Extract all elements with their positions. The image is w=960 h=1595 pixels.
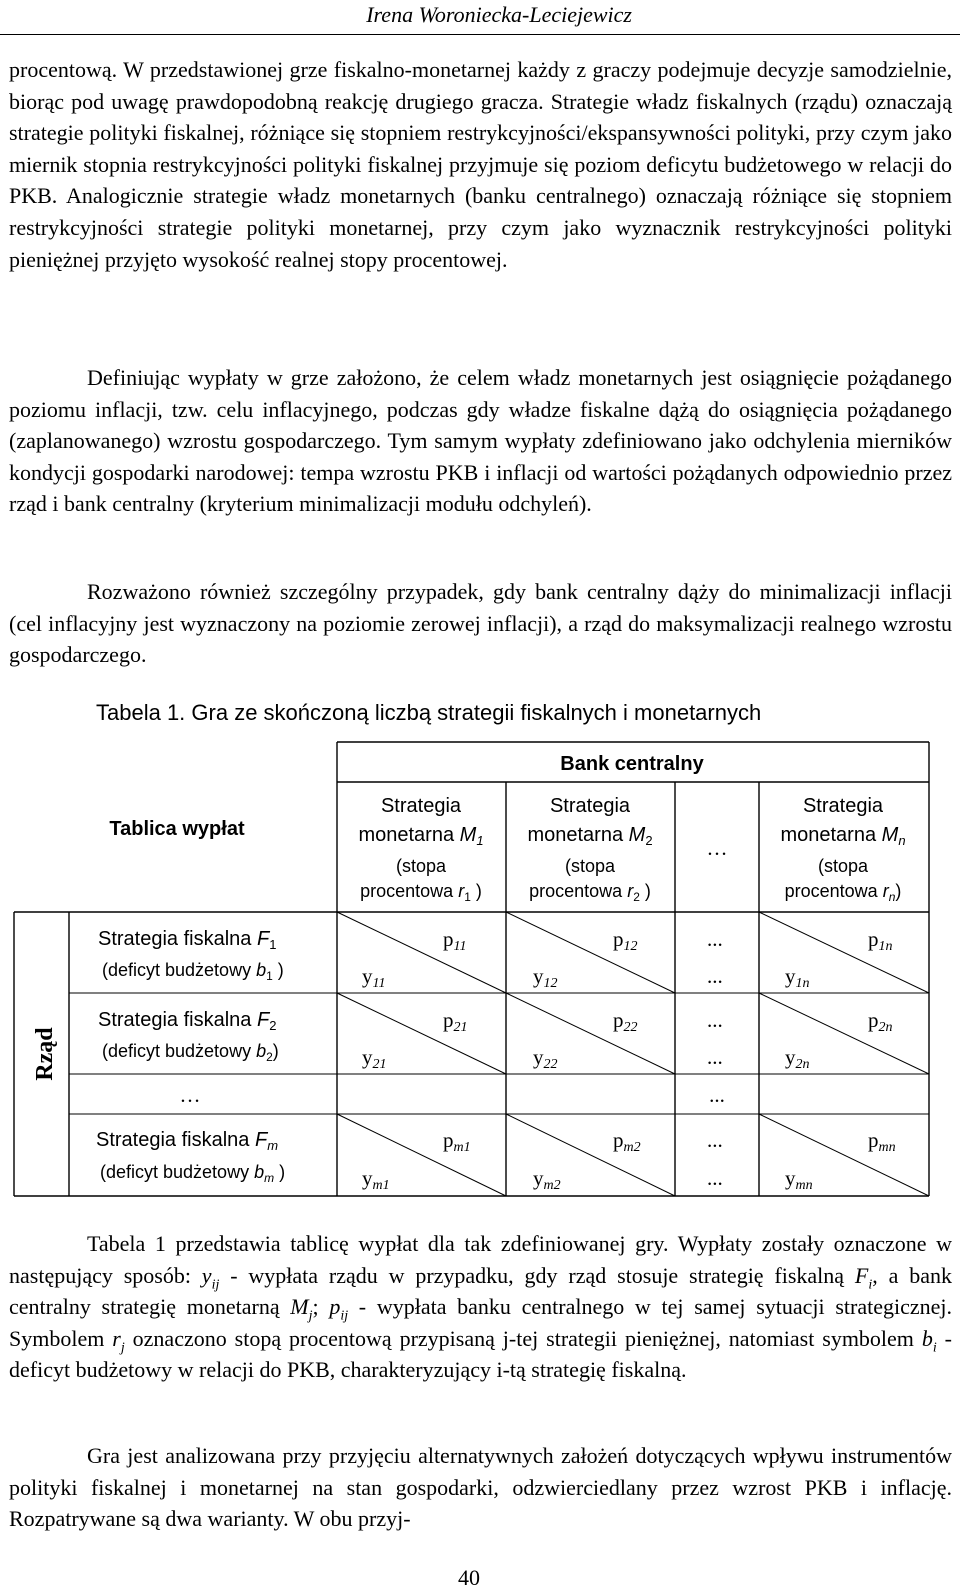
svg-text:pm1: pm1 [443, 1128, 471, 1155]
svg-text:ym1: ym1 [362, 1166, 390, 1193]
payoff-cells [362, 927, 896, 1193]
svg-text:y12: y12 [533, 964, 558, 991]
svg-text:pm2: pm2 [613, 1128, 641, 1155]
svg-text:...: ... [707, 1128, 723, 1152]
svg-text:...: ... [707, 1008, 723, 1032]
svg-text:monetarna M2: monetarna $M_2$ [527, 824, 653, 848]
column-ellipsis: … [706, 836, 728, 860]
paragraph-3: Rozważono również szczególny przypadek, gdy bank centralny dąży do minimalizacji inflacji (cel inflacyjny jest wyznaczony na poziomie zerowej inflacji), a rząd do maksymalizacji realnego wzrostu gospodarczego. [9, 579, 952, 668]
column-header-m1 [358, 795, 483, 904]
rzad-label: Rząd [32, 1027, 58, 1081]
svg-text:...: ... [707, 1166, 723, 1190]
paragraph-1: procentową. W przedstawionej grze fiskalno-monetarnej każdy z graczy podejmuje decyzje samodzielnie, biorąc pod uwagę prawdopodobną reakcję drugiego gracza. Strategie władz fiskalnych (rządu) oznaczają strategie polityki fiskalnej, różniące się stopniem restrykcyjności/ekspansywności polityki, przy czym jako miernik stopnia restrykcyjności polityki fiskalnej przyjmuje się poziom deficytu budżetowego w relacji do PKB. Analogicznie strategie władz monetarnych (banku centralnego) oznaczają różniące się stopniem restrykcyjności strategie polityki monetarnej, przy czym jako wyznacznik restrykcyjności polityki pieniężnej przyjęto wysokość realnej stopy procentowej. [9, 57, 952, 272]
column-header-mn [780, 795, 905, 904]
table-corner-label: Tablica wypłat [109, 818, 245, 840]
svg-text:p12: p12 [613, 927, 638, 954]
svg-text:procentowa r1 ): procentowa $r_1$ ) [360, 881, 482, 904]
svg-text:(stopa: (stopa [395, 856, 447, 876]
svg-text:y21: y21 [362, 1045, 387, 1072]
svg-text:y2n: y2n [785, 1045, 810, 1072]
svg-text:monetarna Mn: monetarna $M_n$ [780, 824, 906, 848]
row-label-f1 [98, 928, 284, 983]
svg-text:Strategia fiskalna F1: Strategia fiskalna $F_1$ [98, 928, 277, 952]
svg-text:(stopa: (stopa [564, 856, 616, 876]
svg-text:Strategia: Strategia [380, 795, 462, 817]
svg-text:ymn: ymn [785, 1166, 813, 1193]
svg-text:Strategia fiskalna F2: Strategia fiskalna $F_2$ [98, 1009, 277, 1033]
svg-text:pmn: pmn [868, 1128, 896, 1155]
svg-text:(deficyt budżetowy b2): (deficyt budżetowy $b_2$) [102, 1041, 279, 1064]
svg-text:monetarna M1: monetarna $M_1$ [358, 824, 484, 848]
page-number: 40 [458, 1565, 480, 1590]
svg-text:y11: y11 [362, 964, 386, 991]
row-ellipsis: … [179, 1083, 201, 1107]
row-label-fm [96, 1129, 285, 1185]
svg-text:ym2: ym2 [533, 1166, 561, 1193]
svg-text:procentowa r2 ): procentowa $r_2$ ) [529, 881, 651, 904]
paragraph-4: Tabela 1 przedstawia tablicę wypłat dla tak zdefiniowanej gry. Wypłaty zostały oznaczone w następujący sposób: $y_{ij}$ - wypłata rządu w przypadku, gdy rząd stosuje strategię fiskalną $F_i$, a bank centralny strategię monetarną $M_j$; $p_{ij}$ - wypłata banku centralnego w tej samej sytuacji strategicznej. Symbolem $r_j$ oznaczono stopą procentową przypisaną j-tej strategii pieniężnej, natomiast symbolem $b_i$ - deficyt budżetowy w relacji do PKB, charakteryzujący i-tą strategię fiskalną. [9, 1231, 953, 1383]
svg-text:...: ... [707, 964, 723, 988]
svg-text:p22: p22 [613, 1008, 638, 1035]
svg-text:Strategia: Strategia [549, 795, 631, 817]
svg-text:...: ... [707, 1045, 723, 1069]
bank-centralny-header: Bank centralny [560, 753, 704, 775]
svg-text:p1n: p1n [868, 927, 893, 954]
table-caption: Tabela 1. Gra ze skończoną liczbą strategii fiskalnych i monetarnych [96, 700, 762, 725]
svg-text:Strategia: Strategia [802, 795, 884, 817]
row-ellipsis-dots: ... [709, 1083, 725, 1107]
paragraph-2: Definiując wypłaty w grze założono, że celem władz monetarnych jest osiągnięcie pożądanego poziomu inflacji, tzw. celu inflacyjnego, podczas gdy władze fiskalne dążą do osiągnięcia pożądanego (zaplanowanego) wzrostu gospodarczego. Tym samym wypłaty zdefiniowano jako odchylenia mierników kondycji gospodarki narodowej: tempa wzrostu PKB i inflacji od wartości pożądanych odpowiednio przez rząd i bank centralny (kryterium minimalizacji modułu odchyleń). [9, 365, 952, 517]
svg-text:y1n: y1n [785, 964, 810, 991]
svg-text:(stopa: (stopa [817, 856, 869, 876]
paragraph-5: Gra jest analizowana przy przyjęciu alternatywnych założeń dotyczących wpływu instrumentów polityki fiskalnej i monetarnej na stan gospodarki, odzwierciedlany przez wzrost PKB i inflację. Rozpatrywane są dwa warianty. W obu przyj- [9, 1443, 952, 1532]
svg-text:(deficyt budżetowy b1 ): (deficyt budżetowy $b_1$ ) [102, 960, 284, 983]
svg-text:p2n: p2n [868, 1008, 893, 1035]
svg-text:p11: p11 [443, 927, 467, 954]
running-header-author: Irena Woroniecka-Leciejewicz [366, 2, 632, 27]
svg-text:...: ... [707, 927, 723, 951]
row-label-f2 [98, 1009, 279, 1064]
column-header-m2 [527, 795, 652, 904]
svg-text:Strategia fiskalna Fm: Strategia fiskalna $F_m$ [96, 1129, 279, 1153]
svg-text:(deficyt budżetowy bm ): (deficyt budżetowy $b_m$ ) [100, 1162, 286, 1185]
svg-text:procentowa rn): procentowa $r_n$) [784, 881, 902, 904]
svg-text:p21: p21 [443, 1008, 468, 1035]
svg-text:y22: y22 [533, 1045, 558, 1072]
